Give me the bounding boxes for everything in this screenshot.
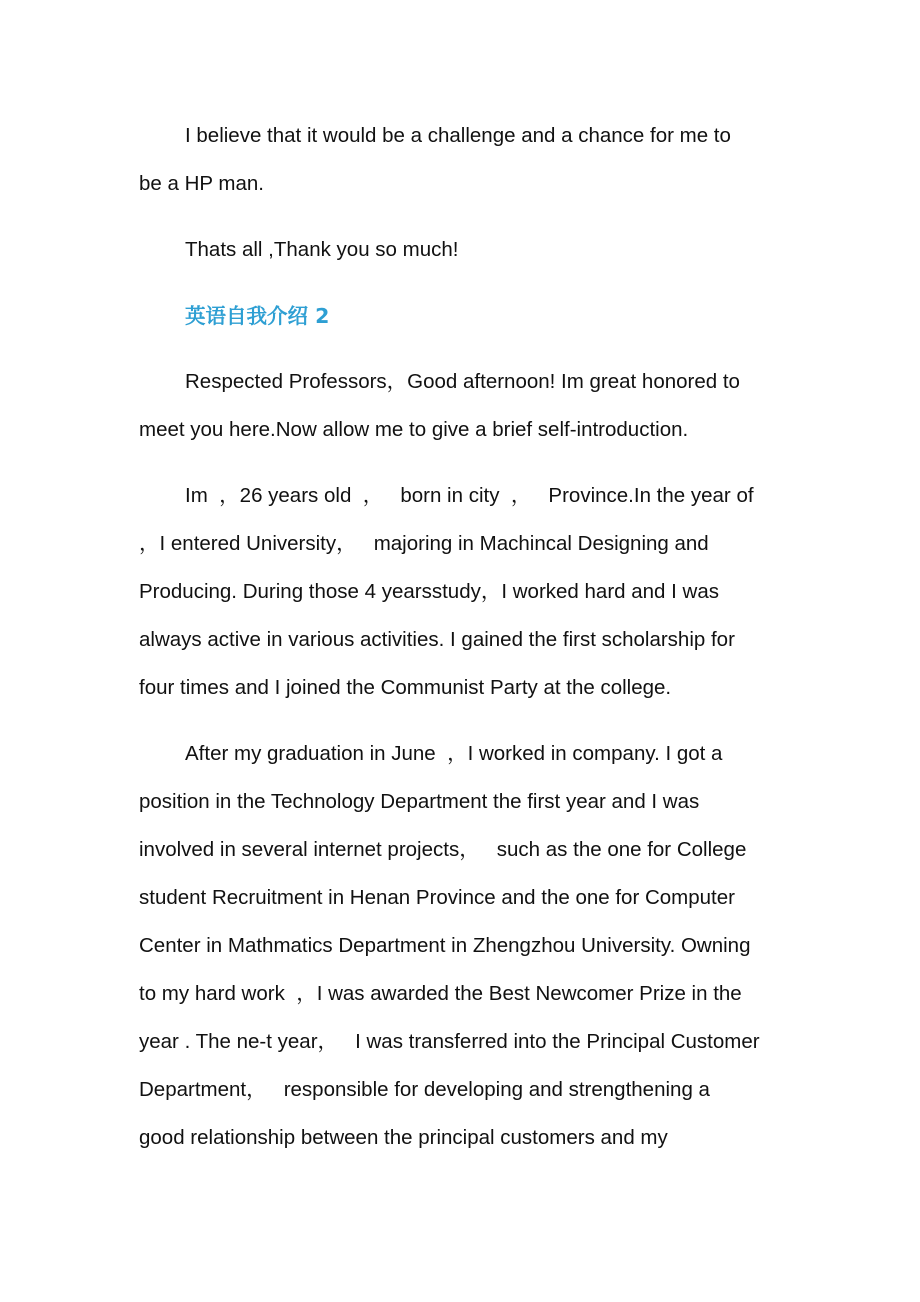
paragraph-challenge (139, 112, 784, 208)
paragraph-line: After my graduation in June ，I worked in company. I got a (185, 742, 723, 765)
paragraph-line: student Recruitment in Henan Province and the one for Computer (139, 886, 735, 909)
paragraph-thanks (139, 226, 784, 274)
paragraph-line: I believe that it would be a challenge and a chance for me to (185, 124, 731, 147)
paragraph-line: involved in several internet projects， such as the one for College (139, 838, 747, 861)
paragraph-line: Im ，26 years old ， born in city ， Province.In the year of (185, 484, 754, 507)
paragraph-line: always active in various activities. I gained the first scholarship for (139, 628, 735, 651)
paragraph-line: Department， responsible for developing and strengthening a (139, 1078, 710, 1101)
paragraph-greeting (139, 358, 784, 454)
paragraph-line: meet you here.Now allow me to give a brief self-introduction. (139, 418, 689, 441)
paragraph-line: good relationship between the principal customers and my (139, 1126, 668, 1149)
paragraph-line: Center in Mathmatics Department in Zhengzhou University. Owning (139, 934, 751, 957)
paragraph-education (139, 472, 784, 712)
section-heading: 英语自我介绍 2 (185, 304, 330, 328)
document-body (139, 112, 784, 1162)
paragraph-line: Producing. During those 4 yearsstudy，I worked hard and I was (139, 580, 719, 603)
paragraph-line: Thats all ,Thank you so much! (185, 238, 459, 261)
paragraph-line: ，I entered University， majoring in Machincal Designing and (139, 532, 709, 555)
paragraph-line: Respected Professors，Good afternoon! Im great honored to (185, 370, 740, 393)
paragraph-line: year . The ne-t year， I was transferred into the Principal Customer (139, 1030, 760, 1053)
paragraph-line: to my hard work ，I was awarded the Best Newcomer Prize in the (139, 982, 742, 1005)
paragraph-line: position in the Technology Department the first year and I was (139, 790, 700, 813)
paragraph-line: be a HP man. (139, 172, 264, 195)
paragraph-career (139, 730, 784, 1162)
paragraph-line: four times and I joined the Communist Party at the college. (139, 676, 672, 699)
